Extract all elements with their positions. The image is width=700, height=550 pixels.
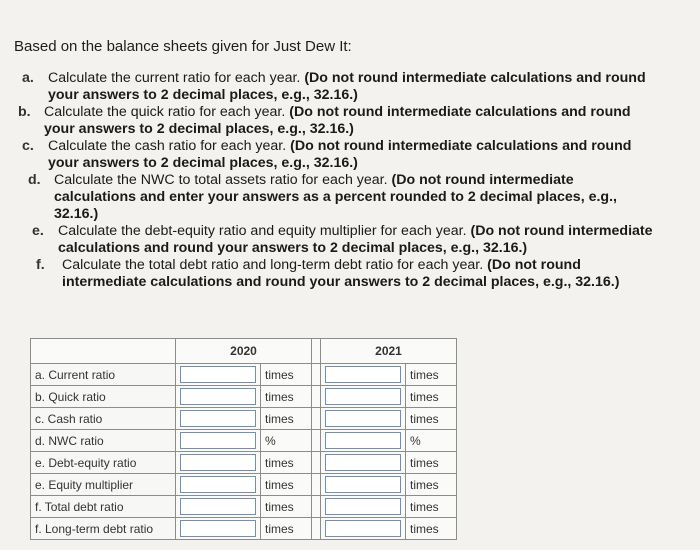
question-text: Calculate the quick ratio for each year. [44, 104, 286, 120]
unit-label: times [406, 386, 457, 408]
equity-multiplier-2021-input[interactable] [325, 476, 401, 493]
question-letter: f. [36, 257, 45, 273]
unit-label: times [261, 452, 312, 474]
unit-label: times [261, 364, 312, 386]
debt-equity-ratio-2021-input[interactable] [325, 454, 401, 471]
unit-label: times [406, 408, 457, 430]
answer-table [30, 338, 457, 540]
row-label: e. Debt-equity ratio [31, 452, 176, 474]
question-instruction: (Do not round intermediate calculations and round your answers to 2 decimal places, e.g., 32.16.) [48, 70, 646, 103]
table-row [31, 496, 457, 518]
unit-label: times [406, 364, 457, 386]
question-text: Calculate the total debt ratio and long-term debt ratio for each year. [62, 257, 484, 273]
question-instruction: (Do not round intermediate calculations and round your answers to 2 decimal places, e.g., 32.16.) [58, 223, 653, 256]
row-label: e. Equity multiplier [31, 474, 176, 496]
question-a [18, 70, 658, 104]
row-label: b. Quick ratio [31, 386, 176, 408]
question-text: Calculate the current ratio for each year. [48, 70, 301, 86]
question-instruction: (Do not round intermediate calculations and round your answers to 2 decimal places, e.g., 32.16.) [44, 104, 631, 137]
current-ratio-2020-input[interactable] [180, 366, 256, 383]
unit-label: times [406, 452, 457, 474]
question-c [18, 138, 658, 172]
unit-label: times [261, 386, 312, 408]
current-ratio-2021-input[interactable] [325, 366, 401, 383]
nwc-ratio-2021-input[interactable] [325, 432, 401, 449]
question-letter: a. [22, 70, 34, 86]
long-term-debt-ratio-2020-input[interactable] [180, 520, 256, 537]
debt-equity-ratio-2020-input[interactable] [180, 454, 256, 471]
question-letter: d. [28, 172, 41, 188]
question-letter: c. [22, 138, 34, 154]
question-text: Calculate the debt-equity ratio and equity multiplier for each year. [58, 223, 467, 239]
question-instruction: (Do not round intermediate calculations and enter your answers as a percent rounded to 2 decimal places, e.g., 32.16.) [54, 172, 617, 222]
question-instruction: (Do not round intermediate calculations and round your answers to 2 decimal places, e.g., 32.16.) [62, 257, 620, 290]
row-label: f. Total debt ratio [31, 496, 176, 518]
equity-multiplier-2020-input[interactable] [180, 476, 256, 493]
question-instruction: (Do not round intermediate calculations and round your answers to 2 decimal places, e.g., 32.16.) [48, 138, 632, 171]
cash-ratio-2021-input[interactable] [325, 410, 401, 427]
unit-label: times [406, 474, 457, 496]
unit-label: times [261, 496, 312, 518]
question-d [18, 172, 658, 223]
question-e [18, 223, 658, 257]
quick-ratio-2021-input[interactable] [325, 388, 401, 405]
table-row [31, 386, 457, 408]
unit-label: % [261, 430, 312, 452]
unit-label: times [406, 518, 457, 540]
question-text: Calculate the NWC to total assets ratio for each year. [54, 172, 388, 188]
row-label: f. Long-term debt ratio [31, 518, 176, 540]
question-list [18, 70, 658, 291]
unit-label: times [406, 496, 457, 518]
table-header-row [31, 339, 457, 364]
unit-label: times [261, 518, 312, 540]
year-2020-header: 2020 [176, 339, 312, 364]
quick-ratio-2020-input[interactable] [180, 388, 256, 405]
nwc-ratio-2020-input[interactable] [180, 432, 256, 449]
table-row [31, 364, 457, 386]
question-f [18, 257, 658, 291]
question-b [18, 104, 658, 138]
header-blank [31, 339, 176, 364]
page-title: Based on the balance sheets given for Just Dew It: [14, 38, 352, 55]
question-letter: b. [18, 104, 31, 120]
table-row [31, 518, 457, 540]
unit-label: times [261, 474, 312, 496]
row-label: c. Cash ratio [31, 408, 176, 430]
header-gap [312, 339, 321, 364]
table-row [31, 430, 457, 452]
unit-label: times [261, 408, 312, 430]
table-row [31, 474, 457, 496]
table-row [31, 452, 457, 474]
row-label: d. NWC ratio [31, 430, 176, 452]
row-label: a. Current ratio [31, 364, 176, 386]
unit-label: % [406, 430, 457, 452]
total-debt-ratio-2020-input[interactable] [180, 498, 256, 515]
year-2021-header: 2021 [321, 339, 457, 364]
cash-ratio-2020-input[interactable] [180, 410, 256, 427]
question-text: Calculate the cash ratio for each year. [48, 138, 287, 154]
table-row [31, 408, 457, 430]
question-letter: e. [32, 223, 44, 239]
long-term-debt-ratio-2021-input[interactable] [325, 520, 401, 537]
total-debt-ratio-2021-input[interactable] [325, 498, 401, 515]
